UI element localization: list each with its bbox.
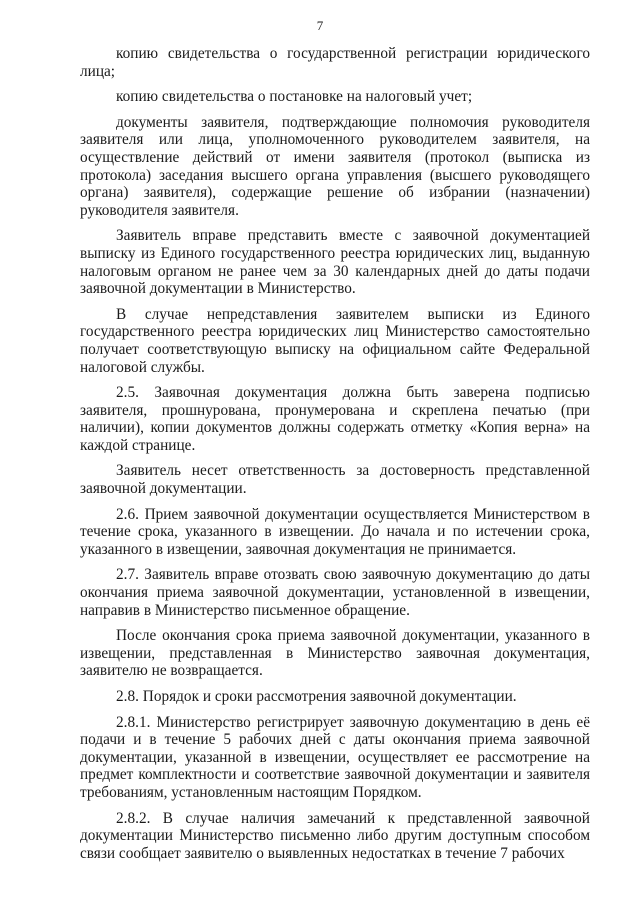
paragraph-authority-documents: документы заявителя, подтверждающие полномочия руководителя заявителя или лица, уполномоченного руководителем заявителя, на осуществление действий от имени заявителя (протокол (выписка из протокола) заседания высшего органа управления (высшего руководящего органа) заявителя), содержащие решение об избрании (назначении) руководителя заявителя. xyxy=(80,113,590,219)
paragraph-2-8-1: 2.8.1. Министерство регистрирует заявочную документацию в день её подачи и в течение 5 рабочих дней с даты окончания приема заявочной документации, указанной в извещении, осуществляет ее рассмотрение на предмет комплектности и соответствие заявочной документации и заявителя требованиям, установленным настоящим Порядком. xyxy=(80,713,590,801)
paragraph-copy-tax: копию свидетельства о постановке на налоговый учет; xyxy=(116,88,473,106)
paragraph-egrul-extract: Заявитель вправе представить вместе с заявочной документацией выписку из Единого государственного реестра юридических лиц, выданную налоговым органом не ранее чем за 30 календарных дней до даты подачи заявочной документации в Министерство. xyxy=(80,227,590,298)
paragraph-2-5: 2.5. Заявочная документация должна быть заверена подписью заявителя, прошнурована, пронумерована и скреплена печатью (при наличии), копии документов должны содержать отметку «Копия верна» на каждой странице. xyxy=(80,384,590,454)
paragraph-2-7: 2.7. Заявитель вправе отозвать свою заявочную документацию до даты окончания приема заявочной документации, установленной в извещении, направив в Министерство письменное обращение. xyxy=(80,566,590,619)
paragraph-copy-registration: копию свидетельства о государственной регистрации юридического лица; xyxy=(80,45,590,80)
paragraph-no-extract: В случае непредставления заявителем выписки из Единого государственного реестра юридических лиц Министерство самостоятельно получает соответствующую выписку на официальном сайте Федеральной налоговой службы. xyxy=(80,305,590,376)
paragraph-2-8: 2.8. Порядок и сроки рассмотрения заявочной документации. xyxy=(116,688,517,705)
paragraph-2-8-2: 2.8.2. В случае наличия замечаний к представленной заявочной документации Министерство письменно либо другим доступным способом связи сообщает заявителю о выявленных недостатках в течение 7 рабочих xyxy=(80,809,590,862)
paragraph-responsibility: Заявитель несет ответственность за достоверность представленной заявочной документации. xyxy=(80,462,590,498)
paragraph-after-deadline: После окончания срока приема заявочной документации, указанного в извещении, представленная в Министерство заявочная документация, заявителю не возвращается. xyxy=(80,627,590,680)
paragraph-2-6: 2.6. Прием заявочной документации осуществляется Министерством в течение срока, указанного в извещении. До начала и по истечении срока, указанного в извещении, заявочная документация не принимается. xyxy=(80,505,590,558)
page-number: 7 xyxy=(316,18,324,33)
